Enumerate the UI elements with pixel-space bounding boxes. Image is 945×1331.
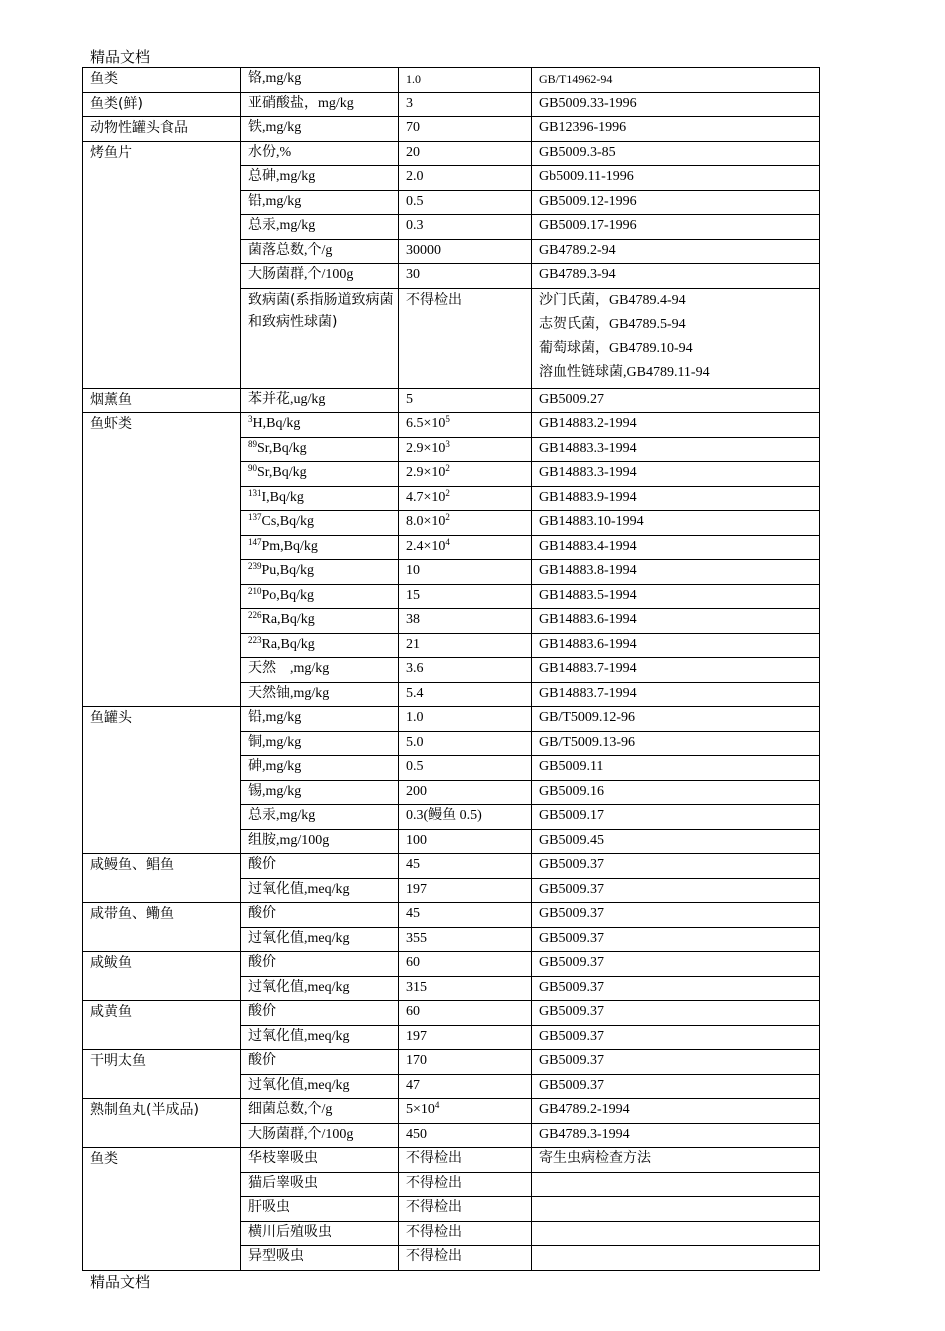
standard-cell: 寄生虫病检查方法: [532, 1148, 820, 1173]
table-row: [83, 707, 820, 732]
item-cell: 过氧化值,meq/kg: [241, 927, 399, 952]
standard-cell: GB5009.37: [532, 1050, 820, 1075]
exponent: 3: [445, 438, 450, 449]
category-cell: 鱼类: [83, 68, 241, 93]
standard-cell: Gb5009.11-1996: [532, 166, 820, 191]
standard-line-streptococcus: 溶血性链球菌,GB4789.11-94: [539, 364, 710, 380]
isotope-mass-number: 223: [248, 634, 262, 645]
limit-cell: 38: [399, 609, 532, 634]
limit-cell: 100: [399, 829, 532, 854]
standard-cell: [532, 288, 820, 388]
isotope-mass-number: 137: [248, 512, 262, 522]
category-cell: 鱼虾类: [83, 413, 241, 707]
item-cell: 砷,mg/kg: [241, 756, 399, 781]
standard-cell: GB5009.11: [532, 756, 820, 781]
limit-cell: 450: [399, 1123, 532, 1148]
standard-cell: GB5009.3-85: [532, 141, 820, 166]
exponent: 4: [434, 1100, 440, 1110]
standard-cell: GB14883.4-1994: [532, 535, 820, 560]
item-cell: $^{131}$I,Bq/kg: [241, 486, 399, 511]
limit-cell: 2.0: [399, 166, 532, 191]
standard-cell: GB5009.37: [532, 976, 820, 1001]
table-row: [83, 903, 820, 928]
isotope-mass-number: 226: [248, 610, 262, 620]
standard-cell: GB/T5009.13-96: [532, 731, 820, 756]
table-row: [83, 92, 820, 117]
standard-cell: GB4789.3-1994: [532, 1123, 820, 1148]
item-cell: 酸价: [241, 903, 399, 928]
item-cell: 铅,mg/kg: [241, 707, 399, 732]
standard-cell: GB14883.6-1994: [532, 633, 820, 658]
standard-cell: GB4789.2-1994: [532, 1099, 820, 1124]
standard-cell: GB5009.37: [532, 1025, 820, 1050]
item-cell: $^{89}$Sr,Bq/kg: [241, 437, 399, 462]
limit-cell: $6.5\times 10^5$: [399, 413, 532, 438]
item-cell: 总汞,mg/kg: [241, 805, 399, 830]
item-cell: $^{147}$Pm,Bq/kg: [241, 535, 399, 560]
isotope-mass-number: 210: [248, 585, 262, 596]
category-cell: 烟薰鱼: [83, 388, 241, 413]
item-cell: 苯并花,ug/kg: [241, 388, 399, 413]
standard-cell: GB14883.9-1994: [532, 486, 820, 511]
category-cell: 鱼类(鲜): [83, 92, 241, 117]
item-cell: 华枝睾吸虫: [241, 1148, 399, 1173]
item-cell: $^{137}$Cs,Bq/kg: [241, 511, 399, 536]
standard-cell: GB5009.37: [532, 927, 820, 952]
limit-cell: $2.9\times 10^2$: [399, 462, 532, 487]
item-cell: 过氧化值,meq/kg: [241, 878, 399, 903]
limit-cell: 47: [399, 1074, 532, 1099]
item-cell: 猫后睾吸虫: [241, 1172, 399, 1197]
limit-cell: 3.6: [399, 658, 532, 683]
standard-cell: GB14883.3-1994: [532, 437, 820, 462]
standard-cell: GB12396-1996: [532, 117, 820, 142]
limit-cell: 不得检出: [399, 1148, 532, 1173]
limit-cell: 20: [399, 141, 532, 166]
item-cell: 酸价: [241, 1050, 399, 1075]
table-row: [83, 952, 820, 977]
limit-cell: $8.0\times 10^2$: [399, 511, 532, 536]
item-cell: 铅,mg/kg: [241, 190, 399, 215]
item-cell: $^3$H,Bq/kg: [241, 413, 399, 438]
exponent: 2: [445, 512, 450, 522]
standard-cell: GB4789.3-94: [532, 264, 820, 289]
table-row: [83, 1099, 820, 1124]
limit-cell: 0.3(鳗鱼 0.5): [399, 805, 532, 830]
page-footer-label: 精品文档: [90, 1273, 151, 1291]
isotope-mass-number: 89: [248, 438, 257, 449]
table-row: [83, 854, 820, 879]
exponent: 5: [445, 414, 450, 424]
limit-cell: 200: [399, 780, 532, 805]
standard-cell: GB/T14962-94: [532, 68, 820, 93]
category-cell: 咸黄鱼: [83, 1001, 241, 1050]
limit-cell: 不得检出: [399, 1197, 532, 1222]
isotope-mass-number: 3: [248, 414, 253, 424]
standard-cell: GB14883.10-1994: [532, 511, 820, 536]
item-cell: 过氧化值,meq/kg: [241, 976, 399, 1001]
isotope-mass-number: 147: [248, 536, 262, 547]
standard-cell: GB/T5009.12-96: [532, 707, 820, 732]
category-cell: 鱼类: [83, 1148, 241, 1271]
category-cell: 鱼罐头: [83, 707, 241, 854]
limit-cell: 70: [399, 117, 532, 142]
limit-cell: 0.5: [399, 756, 532, 781]
standard-cell: GB14883.2-1994: [532, 413, 820, 438]
standard-cell: GB5009.16: [532, 780, 820, 805]
standard-cell: GB5009.17: [532, 805, 820, 830]
limit-cell: 60: [399, 1001, 532, 1026]
item-cell: 天然 ,mg/kg: [241, 658, 399, 683]
item-cell: $^{223}$Ra,Bq/kg: [241, 633, 399, 658]
standard-line-staphylococcus: 葡萄球菌，GB4789.10-94: [539, 340, 693, 356]
standard-line-shigella: 志贺氏菌，GB4789.5-94: [539, 316, 686, 332]
category-cell: 动物性罐头食品: [83, 117, 241, 142]
exponent: 2: [445, 463, 450, 473]
isotope-mass-number: 131: [248, 487, 262, 498]
standard-cell: [532, 1197, 820, 1222]
isotope-mass-number: 90: [248, 463, 257, 473]
table-row: [83, 1148, 820, 1173]
item-cell: 肝吸虫: [241, 1197, 399, 1222]
item-cell: 铜,mg/kg: [241, 731, 399, 756]
limit-cell: 5: [399, 388, 532, 413]
limit-cell: 3: [399, 92, 532, 117]
limit-cell: 170: [399, 1050, 532, 1075]
limit-cell: $2.9\times 10^3$: [399, 437, 532, 462]
item-cell: 菌落总数,个/g: [241, 239, 399, 264]
item-cell: $^{210}$Po,Bq/kg: [241, 584, 399, 609]
item-cell: 铬,mg/kg: [241, 68, 399, 93]
limit-cell: 不得检出: [399, 1246, 532, 1271]
limit-cell: 30: [399, 264, 532, 289]
limit-cell: $4.7\times 10^2$: [399, 486, 532, 511]
item-cell: 过氧化值,meq/kg: [241, 1025, 399, 1050]
category-cell: 咸鳗鱼、鲳鱼: [83, 854, 241, 903]
category-cell: 熟制鱼丸(半成品): [83, 1099, 241, 1148]
item-cell: 酸价: [241, 854, 399, 879]
standard-cell: GB5009.33-1996: [532, 92, 820, 117]
item-cell: $^{90}$Sr,Bq/kg: [241, 462, 399, 487]
page-header-label: 精品文档: [90, 48, 151, 66]
item-cell: 致病菌(系指肠道致病菌和致病性球菌): [241, 288, 399, 388]
standard-cell: GB5009.37: [532, 854, 820, 879]
standard-cell: GB14883.7-1994: [532, 682, 820, 707]
table-row: [83, 413, 820, 438]
limit-cell: 1.0: [399, 707, 532, 732]
item-cell: $^{226}$Ra,Bq/kg: [241, 609, 399, 634]
item-cell: 异型吸虫: [241, 1246, 399, 1271]
standard-cell: GB14883.5-1994: [532, 584, 820, 609]
item-cell: 水份,%: [241, 141, 399, 166]
item-cell: 细菌总数,个/g: [241, 1099, 399, 1124]
limit-cell: 60: [399, 952, 532, 977]
item-cell: 大肠菌群,个/100g: [241, 264, 399, 289]
standard-cell: [532, 1221, 820, 1246]
item-cell: 总砷,mg/kg: [241, 166, 399, 191]
item-cell: 大肠菌群,个/100g: [241, 1123, 399, 1148]
limit-cell: $2.4\times 10^4$: [399, 535, 532, 560]
limit-cell: 10: [399, 560, 532, 585]
table-row: [83, 1050, 820, 1075]
standard-cell: GB14883.7-1994: [532, 658, 820, 683]
table-row: [83, 1001, 820, 1026]
category-cell: 烤鱼片: [83, 141, 241, 388]
item-cell: 铁,mg/kg: [241, 117, 399, 142]
standard-cell: GB5009.37: [532, 952, 820, 977]
standard-cell: GB5009.37: [532, 1001, 820, 1026]
limit-cell: 45: [399, 854, 532, 879]
exponent: 4: [445, 536, 450, 547]
standard-cell: GB5009.45: [532, 829, 820, 854]
inspection-standards-table: [82, 67, 820, 1271]
standard-cell: GB5009.37: [532, 878, 820, 903]
limit-cell: 5.4: [399, 682, 532, 707]
table-row: [83, 117, 820, 142]
limit-cell: 不得检出: [399, 288, 532, 388]
limit-cell: 5.0: [399, 731, 532, 756]
limit-cell: 1.0: [399, 68, 532, 93]
limit-cell: 0.3: [399, 215, 532, 240]
table-row: [83, 141, 820, 166]
item-cell: 组胺,mg/100g: [241, 829, 399, 854]
item-cell: 酸价: [241, 1001, 399, 1026]
standard-line-salmonella: 沙门氏菌，GB4789.4-94: [539, 292, 686, 308]
isotope-mass-number: 239: [248, 561, 262, 571]
item-cell: 天然铀,mg/kg: [241, 682, 399, 707]
limit-cell: 197: [399, 878, 532, 903]
item-cell: 酸价: [241, 952, 399, 977]
limit-cell: 15: [399, 584, 532, 609]
item-cell: 锡,mg/kg: [241, 780, 399, 805]
category-cell: 咸带鱼、鳓鱼: [83, 903, 241, 952]
limit-cell: 不得检出: [399, 1221, 532, 1246]
item-cell: 总汞,mg/kg: [241, 215, 399, 240]
category-cell: 干明太鱼: [83, 1050, 241, 1099]
standard-cell: GB14883.8-1994: [532, 560, 820, 585]
standard-cell: GB5009.37: [532, 1074, 820, 1099]
limit-cell: 197: [399, 1025, 532, 1050]
limit-cell: 21: [399, 633, 532, 658]
standard-cell: GB5009.27: [532, 388, 820, 413]
limit-cell: 0.5: [399, 190, 532, 215]
item-cell: 过氧化值,meq/kg: [241, 1074, 399, 1099]
item-cell: 横川后殖吸虫: [241, 1221, 399, 1246]
item-cell: $^{239}$Pu,Bq/kg: [241, 560, 399, 585]
item-cell: 亚硝酸盐，mg/kg: [241, 92, 399, 117]
limit-cell: $5\times 10^4$: [399, 1099, 532, 1124]
limit-cell: 30000: [399, 239, 532, 264]
standard-cell: GB4789.2-94: [532, 239, 820, 264]
limit-cell: 355: [399, 927, 532, 952]
limit-cell: 不得检出: [399, 1172, 532, 1197]
standard-cell: [532, 1246, 820, 1271]
category-cell: 咸鲅鱼: [83, 952, 241, 1001]
standard-cell: GB5009.12-1996: [532, 190, 820, 215]
standard-cell: GB5009.37: [532, 903, 820, 928]
standard-cell: GB14883.3-1994: [532, 462, 820, 487]
table-row: [83, 388, 820, 413]
standard-cell: GB14883.6-1994: [532, 609, 820, 634]
limit-cell: 315: [399, 976, 532, 1001]
table-row: [83, 68, 820, 93]
standard-cell: [532, 1172, 820, 1197]
standard-cell: GB5009.17-1996: [532, 215, 820, 240]
exponent: 2: [445, 487, 450, 498]
limit-cell: 45: [399, 903, 532, 928]
